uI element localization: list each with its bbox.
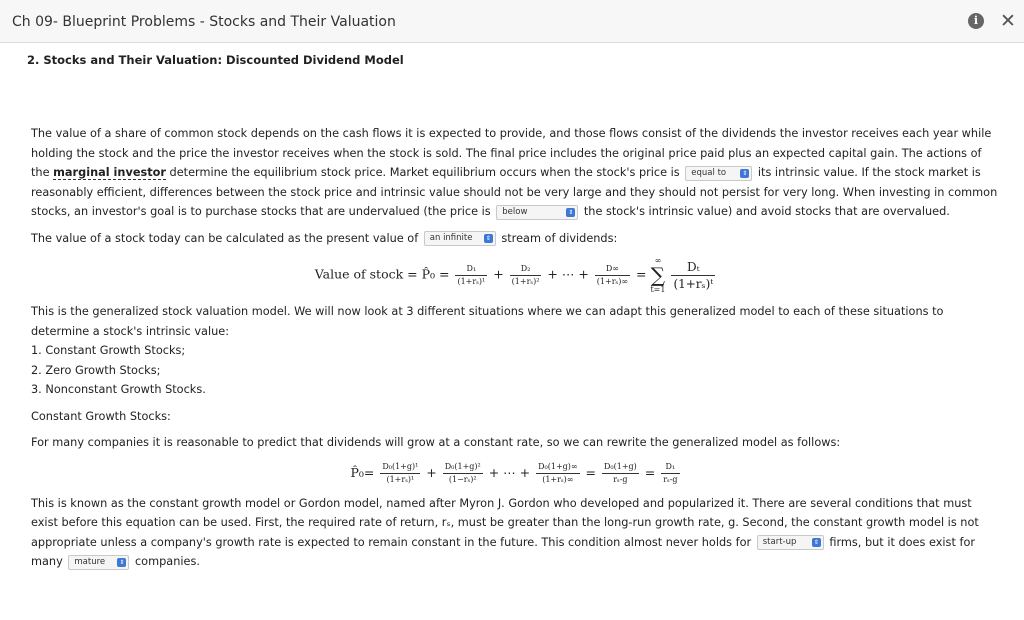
fraction	[380, 461, 420, 486]
constant-growth-formula: P̂₀= $\frac{\text{D₀(1+g)¹}}{\text{(1+rₛ)¹}}$ + $\frac{\text{D₀(1+g)²}}{\text{(1−rₛ)²}}$ + ⋯ + $\frac{\text{D₀(1+g)∞}}{\text{(1+rₛ)∞}}$ = $\frac{\text{D₀(1+g)}}{\text{rₛ-g}}$ = $\frac{\text{D₁}}{\text{rₛ-g}}$	[350, 461, 678, 484]
formula-dots: + ⋯ +	[547, 266, 589, 282]
denominator: (1+rₛ)¹	[386, 474, 415, 484]
denominator: (1+rₛ)²	[511, 276, 540, 286]
select-arrow-icon: ⇕	[813, 539, 819, 546]
page-title: Ch 09- Blueprint Problems - Stocks and Their Valuation	[12, 14, 396, 30]
summation	[650, 256, 665, 294]
list-item: 1. Constant Growth Stocks;	[31, 344, 186, 357]
close-icon[interactable]: ✕	[1000, 10, 1016, 32]
fraction	[443, 461, 483, 486]
denominator: (1−rₛ)²	[448, 474, 477, 484]
text: companies.	[134, 555, 200, 568]
fraction	[671, 259, 715, 292]
denominator: (1+rₛ)∞	[542, 474, 574, 484]
text: firms, but it does exist for many	[31, 535, 975, 568]
firm-type-select[interactable]	[757, 535, 824, 550]
select-value: start-up	[762, 537, 797, 547]
denominator: (1+rₛ)ᵗ	[673, 276, 714, 291]
fraction	[661, 461, 679, 486]
intro-paragraph	[31, 124, 1001, 222]
text: The value of a share of common stock depends on the cash flows it is expected to provide, and those flows consist of the dividends the investor receives each year while holding the stock and the price the investor receives when the stock is sold. The final price includes the original price paid plus an expected capital gain. The actions of the	[31, 127, 992, 179]
generalized-paragraph	[31, 302, 1001, 341]
numerator: D₂	[510, 263, 542, 276]
select-value: mature	[74, 556, 106, 567]
marginal-investor-term[interactable]: marginal investor	[53, 166, 166, 179]
price-relation-select[interactable]	[685, 166, 752, 181]
numerator: D₁	[661, 461, 679, 474]
select-value: equal to	[691, 167, 727, 178]
text: determine the equilibrium stock price. Market equilibrium occurs when the stock's price is	[169, 166, 680, 179]
fraction	[602, 461, 639, 486]
section-title: 2. Stocks and Their Valuation: Discounted Dividend Model	[27, 53, 404, 67]
numerator: D₀(1+g)	[602, 461, 639, 474]
numerator: D₀(1+g)∞	[536, 461, 579, 474]
select-arrow-icon: ⇕	[568, 208, 574, 216]
undervalued-select[interactable]	[496, 205, 578, 220]
denominator: (1+rₛ)¹	[457, 276, 486, 286]
numerator: Dₜ	[671, 259, 715, 276]
text: The value of a stock today can be calculated as the present value of	[31, 231, 419, 245]
select-arrow-icon: ⇕	[119, 558, 125, 566]
formula-lhs: Value of stock = P̂₀ =	[314, 266, 450, 282]
company-type-select[interactable]	[68, 555, 129, 570]
sum-lower: t=1	[650, 285, 666, 294]
generalized-model-formula: Value of stock = P̂₀ = $\frac{\text{D₁}}{\text{(1+rₛ)¹}}$ + $\frac{\text{D₂}}{\text{(1+rₛ)²}}$ + ⋯ + $\frac{D\infty}{\text{(1+rₛ)∞}}$ = ∞ ∑ t=1 $\frac{\text{Dₜ}}{\text{(1+rₛ)ᵗ}}$	[314, 256, 714, 294]
constant-growth-paragraph: For many companies it is reasonable to predict that dividends will grow at a constant rate, so we can rewrite the generalized model as follows:	[31, 436, 841, 449]
gordon-paragraph	[31, 494, 1001, 572]
fraction	[536, 461, 579, 486]
fraction	[595, 263, 630, 288]
numerator: D∞	[595, 263, 630, 276]
text: This is known as the constant growth model or Gordon model, named after Myron J. Gordon who developed and popularized it. There are several conditions that must exist before this equation can be used. First, the required rate of return, rₛ, must be greater than the long-run growth rate, g. Second, the constant growth model is not appropriate unless a company's growth rate is expected to remain constant in the future. This condition almost never holds for	[31, 496, 979, 549]
select-arrow-icon: ⇕	[742, 169, 748, 177]
list-item: 2. Zero Growth Stocks;	[31, 363, 161, 377]
text: This is the generalized stock valuation model. We will now look at 3 different situations where we can adapt this generalized model to each of these situations to determine a stock's intrinsic value:	[31, 305, 944, 338]
denominator: (1+rₛ)∞	[596, 276, 629, 286]
numerator: D₀(1+g)¹	[380, 461, 420, 474]
text: its intrinsic value. If the stock market is reasonably efficient, differences between the stock price and intrinsic value should not be very large and they should not persist for very long. When investing in common stocks, an investor's goal is to purchase stocks that are undervalued (the price is	[31, 166, 998, 218]
sigma-icon: ∑	[650, 263, 666, 287]
info-icon[interactable]: i	[968, 13, 984, 29]
formula-lhs: P̂₀=	[350, 464, 375, 480]
header-bar	[0, 0, 1024, 43]
numerator: D₁	[455, 263, 487, 276]
list-item: 3. Nonconstant Growth Stocks.	[31, 383, 206, 396]
text: stream of dividends:	[501, 231, 618, 245]
stream-select[interactable]	[424, 231, 496, 246]
denominator: rₛ-g	[663, 474, 678, 484]
formula-dots: + ⋯ +	[488, 464, 531, 480]
sum-upper: ∞	[654, 256, 662, 265]
numerator: D₀(1+g)²	[443, 461, 483, 474]
text: the stock's intrinsic value) and avoid stocks that are overvalued.	[583, 205, 950, 218]
fraction	[510, 263, 542, 288]
constant-growth-heading: Constant Growth Stocks:	[31, 409, 171, 423]
select-value: an infinite	[429, 233, 473, 243]
select-arrow-icon: ⇕	[485, 235, 491, 242]
select-value: below	[502, 206, 528, 217]
pv-paragraph	[31, 229, 1001, 249]
fraction	[455, 263, 487, 288]
denominator: rₛ-g	[613, 474, 628, 484]
situations-list	[31, 341, 1001, 400]
main-content	[31, 124, 1001, 572]
